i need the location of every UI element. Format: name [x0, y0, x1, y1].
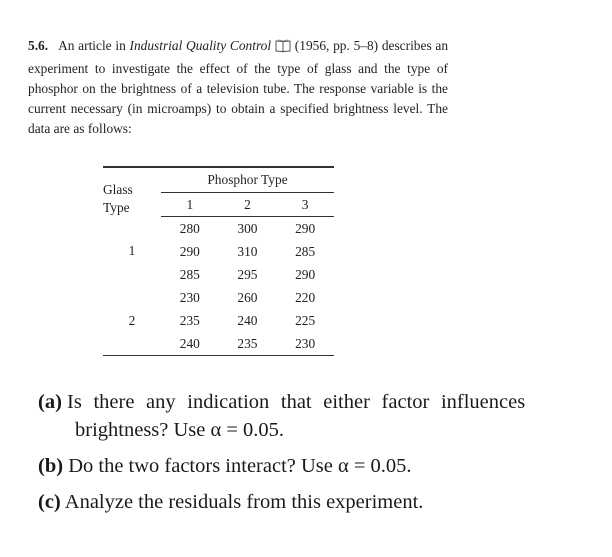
table-cell: 240	[161, 332, 219, 356]
problem-statement	[28, 36, 448, 139]
problem-number: 5.6.	[28, 38, 49, 53]
table-cell: 235	[179, 312, 200, 328]
questions-list	[38, 388, 578, 524]
question-a-line1: Is there any indication that either factor influences	[67, 391, 526, 413]
glass-header-line1: Glass	[103, 181, 133, 197]
table-cell: 285	[295, 243, 316, 259]
question-text: Analyze the residuals from this experiment.	[64, 491, 424, 513]
phosphor-type-header: Phosphor Type	[207, 172, 288, 187]
table-cell: 295	[237, 266, 258, 282]
table-cell: 300	[237, 220, 258, 236]
problem-intro-after: (1956, pp. 5–8) describes an experiment to investigate the effect of the type of glass and the type of phosphor on the brightness of a television tube. The response variable is the current necessary (in microamps) to obtain a specified brightness level. The data are as follows:	[28, 38, 449, 136]
table-cell: 285	[179, 266, 200, 282]
glass-header-line2: Type	[103, 199, 130, 215]
question-b	[38, 452, 578, 480]
column-header: 2	[219, 193, 277, 217]
glass-type-header	[103, 167, 161, 217]
table-cell: 225	[295, 312, 316, 328]
journal-title: Industrial Quality Control	[129, 38, 272, 53]
table-cell: 230	[276, 332, 334, 356]
question-letter: (b)	[38, 455, 64, 477]
book-icon[interactable]	[275, 39, 291, 59]
table-cell: 310	[237, 243, 258, 259]
question-a	[38, 388, 578, 444]
question-c	[38, 488, 578, 516]
table-cell: 290	[295, 266, 316, 282]
question-a-line2: brightness? Use α = 0.05.	[75, 419, 285, 441]
data-table	[103, 166, 334, 356]
table-cell: 290	[179, 243, 200, 259]
glass-type-value: 1	[128, 243, 136, 259]
column-header: 1	[161, 193, 219, 217]
problem-intro-before: An article in	[58, 38, 130, 53]
question-text: Do the two factors interact? Use α = 0.05.	[68, 455, 412, 477]
glass-type-value: 2	[103, 286, 161, 356]
table-cell: 230	[179, 289, 200, 305]
table-cell: 280	[179, 220, 200, 236]
question-letter: (a)	[38, 391, 62, 413]
column-header: 3	[276, 193, 334, 217]
table-cell: 240	[237, 312, 258, 328]
table-cell: 260	[237, 289, 258, 305]
table-row	[103, 286, 334, 309]
table-cell: 220	[295, 289, 316, 305]
table-row	[103, 217, 334, 241]
table-cell: 235	[219, 332, 277, 356]
question-letter: (c)	[38, 491, 61, 513]
table-cell: 290	[295, 220, 316, 236]
